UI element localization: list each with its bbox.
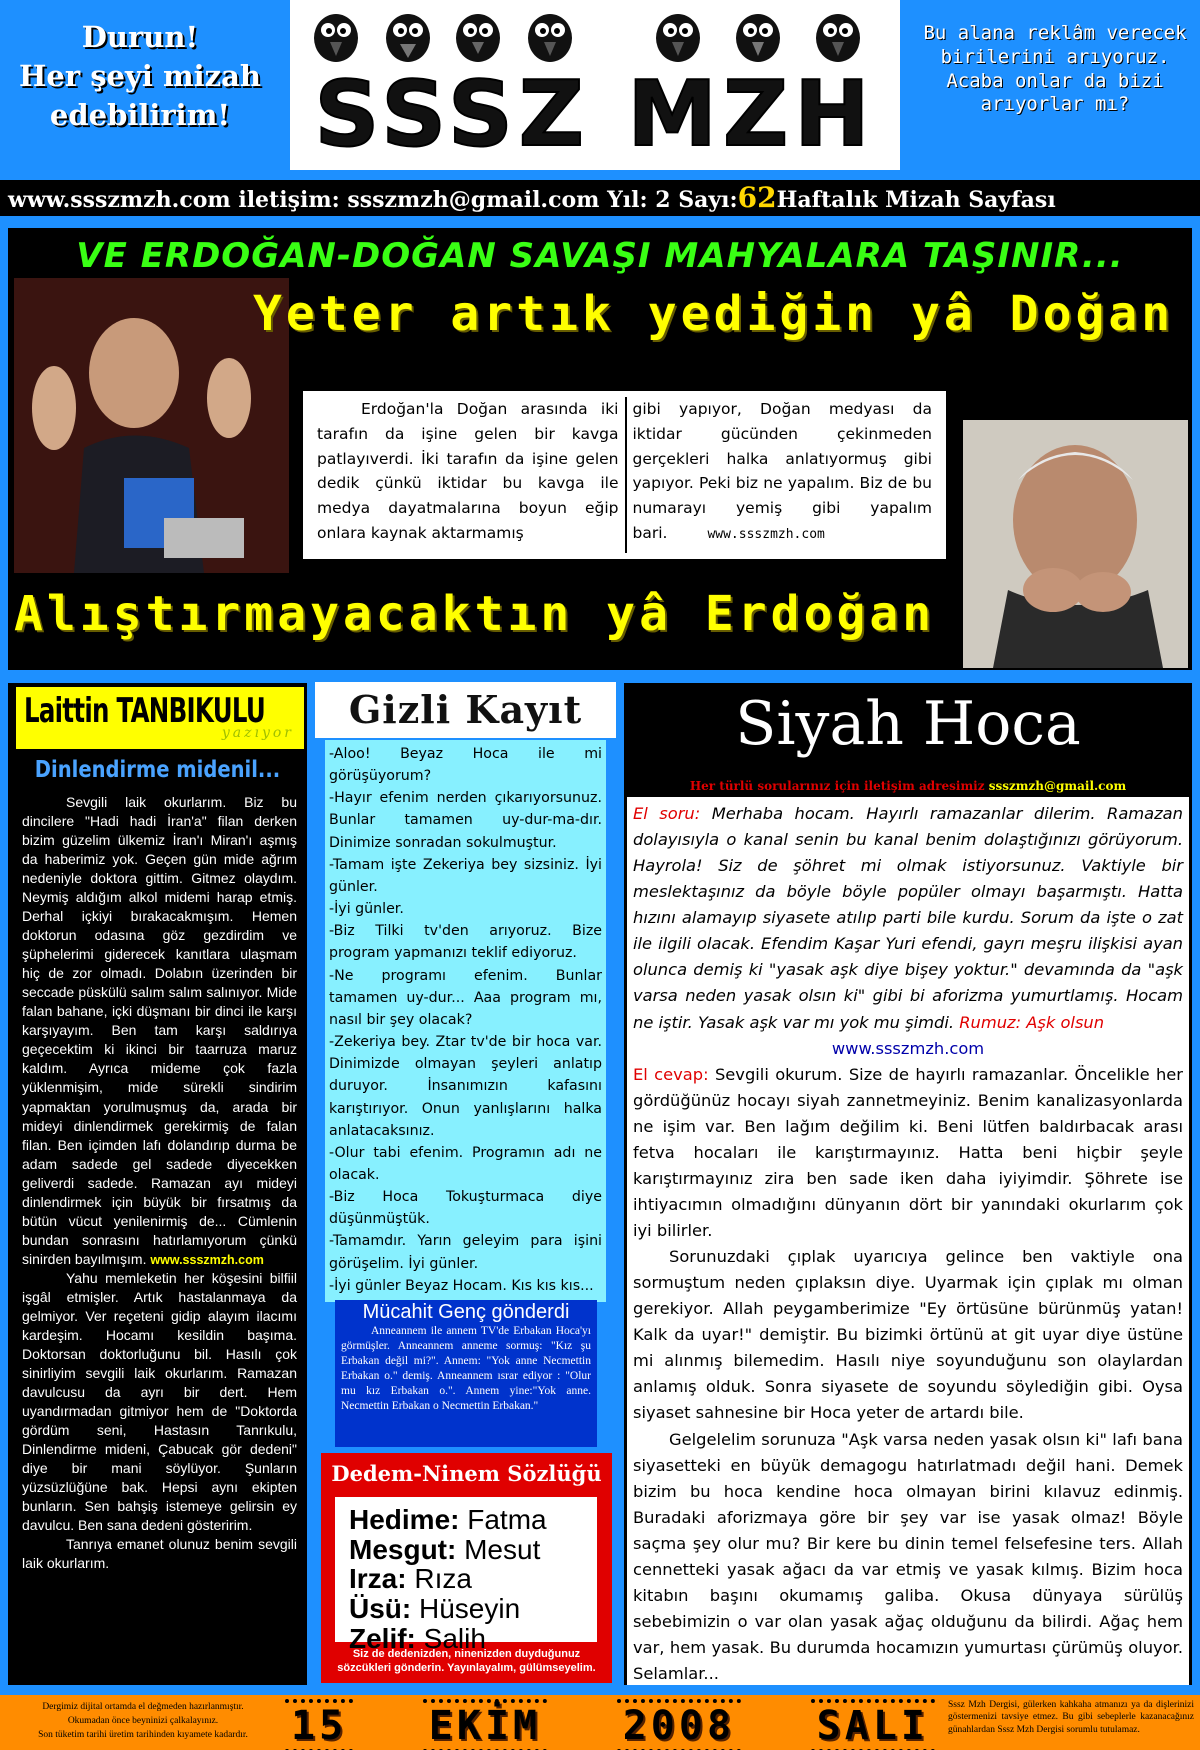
slogan: Durun! Her şeyi mizah edebilirim! bbox=[18, 20, 261, 133]
dialogue-line: -Hayır efenim nerden çıkarıyorsunuz. Bunlar tamamen uy-dur-ma-dır. Dinimize sonradan sokulmuştur. bbox=[329, 790, 602, 851]
column-title: Dinlendirme midenil... bbox=[34, 757, 281, 783]
dictionary-box bbox=[321, 1453, 612, 1683]
website-link[interactable]: www.ssszmzh.com bbox=[707, 526, 825, 542]
crow-icon bbox=[650, 4, 706, 64]
column-siyah-hoca bbox=[621, 680, 1195, 1688]
dictionary-entry: Mesgut: Mesut bbox=[349, 1533, 541, 1565]
businessman-photo bbox=[963, 420, 1188, 668]
dialogue-line: -Olur tabi efenim. Programın adı ne olacak. bbox=[329, 1144, 602, 1183]
feature-article bbox=[303, 391, 946, 559]
website-link[interactable]: www.ssszmzh.com bbox=[150, 1252, 264, 1267]
feature-article-col-1: Erdoğan'la Doğan arasında iki tarafın da işine gelen bir kavga patlayıverdi. İki tarafın da işine gelen dedik çünkü iktidar bu kavga ile medya dayatmalarına boyun eğip onlara kaynak aktarmamış bbox=[317, 400, 619, 542]
issue-frequency: Haftalık Mizah Sayfası bbox=[776, 187, 1056, 213]
logo bbox=[290, 0, 900, 170]
hoca-body bbox=[627, 797, 1189, 1685]
crow-icon bbox=[522, 4, 578, 64]
logo-text: SSSZ MZH bbox=[314, 62, 876, 167]
secret-record-title: Gizli Kayıt bbox=[315, 682, 616, 738]
feature-headline: VE ERDOĞAN-DOĞAN SAVAŞI MAHYALARA TAŞINIR... bbox=[76, 236, 1124, 276]
crow-icon bbox=[450, 4, 506, 64]
contact-email-link[interactable]: ssszmzh@gmail.com bbox=[988, 779, 1127, 793]
hoca-answer bbox=[633, 1062, 1183, 1688]
date-month: EKİM bbox=[423, 1699, 547, 1750]
author-writes-label: yazıyor bbox=[221, 725, 294, 741]
answer-paragraph: Sorunuzdaki çıplak uyarıcıya gelince ben vaktiyle ona sormuştum neden çıplaksın diye. Uyarmak için çıplak mı olman gerekiyor. Allah peygamberimize "Ey örtüsüne bürünmüş yatan! Kalk da uyar!" demiştir. Bu bizimki örtünü at git uyar diye üstüne mi alınmış bilemedim. Hasılı niye soyunduğunu son olaylardan anlamış olduk. Sonra siyasete de soyundu söylediğin gibi. Oysa siyaset sahnesine bir Hoca yeter de artardı bile. bbox=[633, 1247, 1183, 1423]
info-bar bbox=[0, 180, 1200, 216]
author-name: Laittin TANBIKULU bbox=[24, 691, 266, 731]
dictionary-title: Dedem-Ninem Sözlüğü bbox=[331, 1461, 602, 1486]
crow-icon bbox=[380, 4, 436, 64]
feature-caption-bottom: Alıştırmayacaktın yâ Erdoğan bbox=[14, 586, 936, 642]
dialogue-line: -Ne programı efenim. Bunlar tamamen uy-dur... Aaa program mı, nasıl bir şey olacak? bbox=[329, 967, 602, 1028]
answer-label: El cevap: bbox=[633, 1064, 709, 1084]
reader-question: El soru: Merhaba hocam. Hayırlı ramazanlar dilerim. Ramazan dolayısıyla o kanal senin bu kanal benim dolaştığınızı görüyorum. Hayrola! Siz de şöhret mi olmak istiyorsunuz. Vaktiyle bir meslektaşınız da böyle böyle popüler olmayı başarmıştı. Hatta hızını alamayıp siyasete atılıp parti bile kurdu. Sorum da işte o zat ile ilgili olacak. Efendim Kaşar Yuri efendi, gayrı meşru ilişkisi ayan olunca demiş ki "yasak aşk diye bişey yoktur." devamında da "aşk varsa neden yasak olsın ki" gibi bi aforizma yumurtlamış. Hocam ne iştir. Yasak aşk var mı yok mu şimdi. Rumuz: Aşk olsun bbox=[633, 804, 1183, 1032]
feature-article-col-2: gibi yapıyor, Doğan medyası da iktidar gücünden çekinmeden gerçekleri halka anlatıyormuş gibi yapıyor. Peki biz ne yapalım. Biz de bu numarayı yemiş gibi yapalım bari. www.ssszmzh.com bbox=[625, 397, 939, 553]
ad-placeholder-text: Bu alana reklâm verecek birilerini arıyoruz. Acaba onlar da bizi arıyorlar mı? bbox=[923, 22, 1187, 116]
hoca-contact: Her türlü sorularınız için iletişim adresimiz ssszmzh@gmail.com bbox=[689, 779, 1127, 793]
dictionary-entry: Irza: Rıza bbox=[349, 1563, 472, 1595]
website-link[interactable]: www.ssszmzh.com bbox=[831, 1038, 985, 1058]
secret-record-body bbox=[325, 740, 606, 1302]
answer-paragraph: Gelgelelim sorunuza "Aşk varsa neden yasak olsın ki" lafı bana siyasetteki en büyük demagogu hatırlatmadı değil hani. Demek bizim bu hoca kendine hoca olmayan birini kılavuz edinmiş. Buradaki aforizmaya göre bir şey var ise yasak olmaz! Böyle saçma şey olur mu? Bir kere bu dinin temel felsefesine ters. Allah cennetteki yasak ağacı da var etmiş ve yasak kılmış. Bizim hoca kitabın başını okumamış galiba. Okusa dünyaya sürülüş sebebimizin o var olan yasak ağaç olduğunu da bilirdi. Ağaç hem var, hem yasak. Bu durumda hocamızın yumurtası çürümüş oluyor. Selamlar... bbox=[633, 1429, 1183, 1684]
question-label: El soru: bbox=[633, 804, 701, 823]
dialogue-line: -Zekeriya bey. Ztar tv'de bir hoca var. Dinimizde olmayan şeyleri anlatıp duruyor. İnsanımızın kafasını karıştırıyor. Onun yanlışlarını halka anlatacaksınız. bbox=[329, 1034, 602, 1139]
hoca-title: Siyah Hoca bbox=[735, 689, 1081, 759]
submission-body: Anneannem ile annem TV'de Erbakan Hoca'yı görmüşler. Anneannem anneme sormuş: "Kız şu Erbakan değil mi?". Annem: "Yok anne Necmettin Erbakan o." demiş. Anneannem ısrar ediyor : "Olur mu kız Erbakan o.". Annem yine:"Yok anne. Necmettin Erbakan o Necmettin Erbakan." bbox=[341, 1325, 591, 1412]
dictionary-entry: Hedime: Fatma bbox=[349, 1504, 547, 1535]
issue-number: 62 bbox=[737, 181, 777, 214]
footer-disclaimer: Dergimiz dijital ortamda el değmeden hazırlanmıştır. Okumadan önce beyninizi çalkalayınız. Son tüketim tarihi üretim tarihinden kıyamete kadardır. bbox=[38, 1702, 248, 1740]
dictionary-entry: Zelif: Salih bbox=[349, 1622, 486, 1654]
reader-nickname: Rumuz: Aşk olsun bbox=[959, 1012, 1105, 1032]
dialogue-line: -Tamam işte Zekeriya bey sizsiniz. İyi günler. bbox=[329, 856, 602, 895]
politician-photo-image bbox=[14, 278, 289, 573]
column-paragraph: Tanrıya emanet olunuz benim sevgili laik okurlarım. bbox=[22, 1536, 297, 1572]
column-laittin bbox=[5, 680, 310, 1688]
site-contact: www.ssszmzh.com iletişim: ssszmzh@gmail.com Yıl: 2 Sayı: bbox=[8, 187, 738, 213]
dialogue-line: -Aloo! Beyaz Hoca ile mi görüşüyorum? bbox=[329, 746, 602, 785]
date-weekday: SALI bbox=[811, 1699, 935, 1750]
feature-section bbox=[5, 225, 1195, 673]
politician-photo bbox=[14, 278, 289, 573]
dialogue-line: -Biz Hoca Tokuşturmaca diye düşünmüştük. bbox=[329, 1189, 602, 1228]
dialogue-line: -İyi günler. bbox=[329, 901, 404, 918]
date-day: 15 bbox=[285, 1699, 353, 1750]
answer-paragraph: El cevap: Sevgili okurum. Size de hayırlı ramazanlar. Öncelikle her gördüğünüz hocayı siyah zannetmeyiniz. Benim kanalizasyonlarda ne işim var. Ben lağım değilim ki. Beni lütfen baldırbacak arası fetva hocaları ile karıştırmayınız. Hatta beni hiçbir şeyle karıştırmayınız zira ben sade iken daha iyiyimdir. Şöhrete ise ihtiyacımın olmadığını dünyanın dört bir yanındaki okurlarım çok iyi bilirler. bbox=[633, 1064, 1183, 1240]
dialogue-line: -Biz Tilki tv'den arıyoruz. Bize program yapmanızı teklif ediyoruz. bbox=[329, 923, 602, 962]
column-paragraph: Sevgili laik okurlarım. Biz bu dincilere "Hadi hadi İran'a" filan derken bizim güzelim ülkemiz İran'ı Miran'ı aşmış da haberimiz yok. Geçen gün mide ağrım nedeniyle doktora gittim. Gitmez olaydım. Neymiş aldığım alkol midemi harap etmiş. Derhal içkiyi bırakacakmışım. Hemen doktorun odasına göz gezdirdim ve şüphelerimi giderecek kanıtlara ulaşmam hiç de zor olmadı. Dolabın üzerinden bir seccade püskülü salım salım salınıyor. Mide falan bahane, içki düşmanı bir dinci ile karşı karşıyayım. Ben tam karşı saldırıya geçecektim ki ikinci bir taarruza maruz kaldım. Ayrıca mideme çok fazla yüklenmişim, mide sürekli sindirim yapmaktan yorulmuşmuş da, arada bir mideyi dinlendirmek gerekirmiş de falan filan. Ben içimden lafı dolandırıp durma be adam sadede gel sadede diyecekken geliverdi sadede. Ramazan ayı mideyi dinlendirmek için büyük bir fırsatmış da bütün vücut yenilenirmiş de... Cümlenin bundan sonrasını hatırlamıyorum çünkü sinirden bayılmışım. www.ssszmzh.com bbox=[22, 794, 297, 1267]
crow-icon bbox=[730, 4, 786, 64]
dialogue-line: -Tamamdır. Yarın geleyim para işini görüşelim. İyi günler. bbox=[329, 1233, 602, 1272]
column-body bbox=[22, 793, 297, 1573]
crow-icon bbox=[810, 4, 866, 64]
dialogue-line: -İyi günler Beyaz Hocam. Kıs kıs kıs... bbox=[329, 1277, 594, 1294]
author-banner bbox=[16, 687, 304, 749]
footer bbox=[0, 1695, 1200, 1750]
dictionary-list bbox=[335, 1497, 597, 1654]
dictionary-entry: Üsü: Hüseyin bbox=[349, 1593, 521, 1625]
column-paragraph: Yahu memleketin her köşesini bilfiil işgâl etmişler. Artık hastalanmaya da gelmiyor. Ver reçeteni gidip alayım ilacımı kardeşim. Hocamı kesildin başıma. Doktorsan doktorluğunu bil. Hasılı çok sinirliyim sevgili laik okurlarım. Ramazan davulcusu da ayrı bir dert. Hem uyandırmadan gitmiyor hem de "Doktorda gördüm seni, Hastasın Tanrıkulu, Dinlendirme mideni, Çabucak gör dedeni" diye bir mani söylüyor. Şunların yüzsüzlüğüne bak. Hepsi aynı ekipten bunların. Sen bahşiş istemeye gelirsin ey davulcu. Ben sana dedeni gösteririm. bbox=[22, 1269, 297, 1534]
feature-caption-top: Yeter artık yediğin yâ Doğan bbox=[253, 286, 1175, 342]
submission-sender: Mücahit Genç gönderdi bbox=[362, 1301, 570, 1323]
issue-date bbox=[285, 1699, 935, 1750]
masthead bbox=[0, 0, 1200, 175]
crow-icon bbox=[308, 4, 364, 64]
businessman-photo-image bbox=[963, 420, 1188, 668]
dictionary-footer: Siz de dedenizden, ninenizden duyduğunuz sözcükleri gönderin. Yayınlayalım, gülümseyelim. bbox=[337, 1648, 596, 1675]
middle-column bbox=[313, 680, 618, 1688]
footer-warning: Sssz Mzh Dergisi, gülerken kahkaha atmanızı ya da dişlerinizi göstermenizi tavsiye etmez. Bu gibi sebeplerle kazanacağınız günahlardan Sssz Mzh Dergisi sorumlu tutulamaz. bbox=[948, 1700, 1194, 1735]
date-year: 2008 bbox=[617, 1699, 741, 1750]
reader-submission bbox=[335, 1300, 597, 1447]
